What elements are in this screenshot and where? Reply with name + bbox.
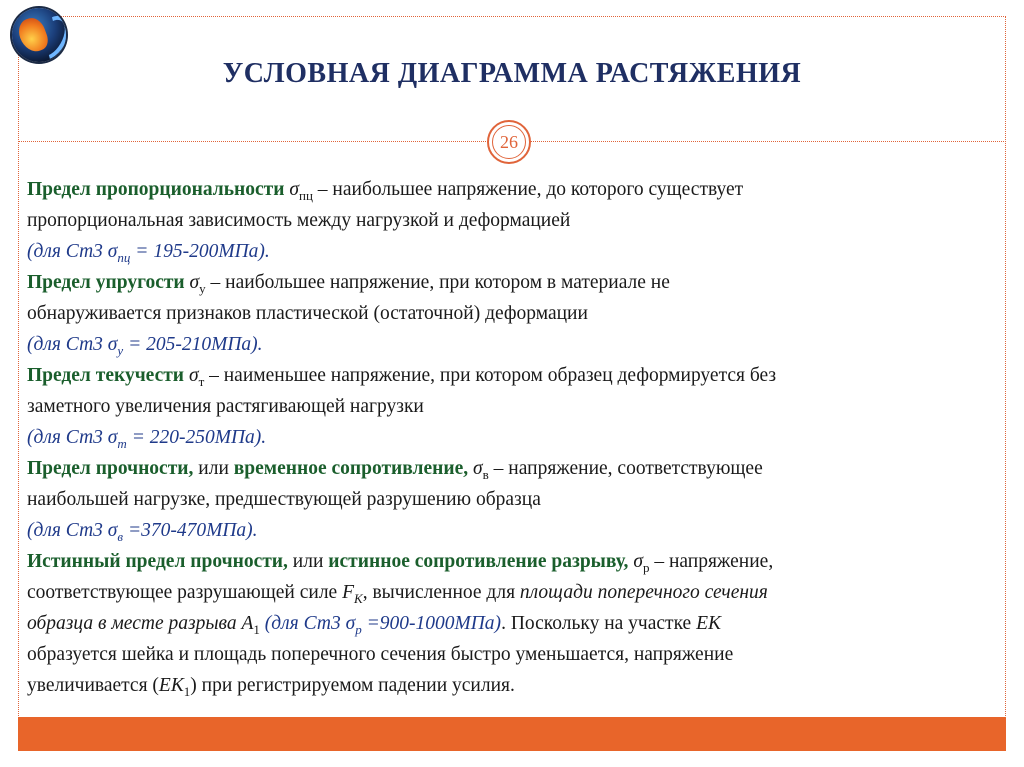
symbol-sub: у [199,280,206,296]
symbol: σ [473,458,483,479]
text: или [287,551,329,572]
frame-top-border [18,16,1006,17]
segment-sub: 1 [183,683,191,699]
term: Предел пропорциональности [27,179,285,200]
text: – наибольшее напряжение, до которого существует [312,179,744,200]
paragraph-yield [27,360,1002,453]
text: наибольшей нагрузке, предшествующей разрушению образца [27,489,541,510]
paragraph-true-strength [27,546,1002,701]
text-italic: образца в месте разрыва А [27,613,254,634]
text: пропорциональная зависимость между нагрузкой и деформацией [27,210,571,231]
paragraph-elasticity [27,267,1002,360]
term: Предел текучести [27,365,185,386]
text: , вычисленное для [362,582,520,603]
term: истинное сопротивление разрыву, [328,551,629,572]
symbol: σ [188,365,199,386]
text-italic: площади поперечного сечения [519,582,768,603]
value-note: (для Ст3 $\sigma_т = 220-250МПа$). [27,427,267,451]
frame-right-border [1005,16,1006,716]
term: Истинный предел прочности, [27,551,288,572]
term: временное сопротивление, [233,458,469,479]
text: соответствующее разрушающей силе [27,582,343,603]
term: Предел прочности, [27,458,194,479]
value-note: (для Ст3 $\sigma_в =370-470МПа$). [27,520,258,544]
segment-label: ЕК [696,613,721,634]
symbol-sub: пц [299,187,313,203]
value-note: (для Ст3 $\sigma_р =900-1000МПа$) [259,613,502,637]
text: ) при регистрируемом падении усилия. [190,675,515,696]
bottom-accent-bar [18,717,1006,751]
symbol-sub: р [642,559,650,575]
text: или [193,458,234,479]
symbol: σ [289,179,299,200]
symbol-sub: т [198,373,205,389]
segment-label: ЕК [158,675,184,696]
text: образуется шейка и площадь поперечного сечения быстро уменьшается, напряжение [27,644,734,665]
text: обнаруживается признаков пластической (остаточной) деформации [27,303,588,324]
symbol-sub: в [482,466,489,482]
text: увеличивается ( [27,675,159,696]
value-note: (для Ст3 $\sigma_у = 205-210МПа$). [27,334,263,358]
text: . Поскольку на участке [501,613,697,634]
area-sub: 1 [253,621,260,637]
frame-left-border [18,16,19,716]
force-symbol: F [342,582,355,603]
page-number-badge [487,120,531,164]
page-number: 26 [500,132,518,152]
text: – напряжение, соответствующее [488,458,763,479]
flame-swirl-logo-icon [12,8,66,62]
text: заметного увеличения растягивающей нагрузки [27,396,424,417]
force-sub: K [354,590,363,606]
paragraph-proportionality [27,174,1002,267]
text: – наибольшее напряжение, при котором в материале не [205,272,670,293]
page-badge-ring [492,125,526,159]
value-note: (для Ст3 $\sigma_{пц} = 195-200МПа$). [27,241,270,265]
term: Предел упругости [27,272,185,293]
symbol: σ [189,272,200,293]
paragraph-strength [27,453,1002,546]
text: – напряжение, [649,551,774,572]
slide-title: УСЛОВНАЯ ДИАГРАММА РАСТЯЖЕНИЯ [222,58,802,89]
slide-content [27,174,1002,701]
symbol: σ [633,551,643,572]
text: – наименьшее напряжение, при котором образец деформируется без [204,365,777,386]
